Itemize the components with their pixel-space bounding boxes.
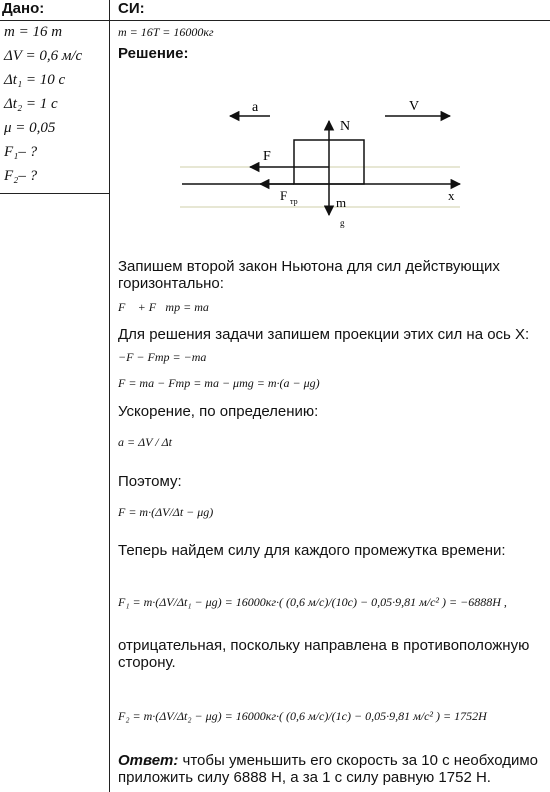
given-title: Дано: [2, 0, 45, 17]
given-mu: μ = 0,05 [4, 120, 56, 136]
force-diagram [110, 85, 550, 235]
given-delta-v: ΔV = 0,6 м/с [4, 48, 83, 64]
friction-force-sub: тр [290, 197, 298, 206]
given-f2: F₂– ? [4, 168, 38, 184]
gravity-label: g [340, 218, 345, 228]
f1-calculation: F₁ = m·(ΔV/Δt₁ − μg) = 16000кг·( (0,6 м/с)/(10с) − 0,05·9,81 м/с² ) = −6888H , [118, 595, 507, 609]
acceleration-text: Ускорение, по определению: [118, 403, 319, 420]
applied-force-label: F [263, 149, 271, 164]
si-title: СИ: [118, 0, 145, 17]
velocity-label: V [409, 99, 420, 114]
given-delta-t1: Δt₁ = 10 с [4, 72, 66, 88]
mass-label: m [336, 195, 347, 210]
negative-note-text: отрицательная, поскольку направлена в противоположную сторону. [118, 637, 530, 671]
given-bottom-divider [0, 193, 110, 194]
projection-text: Для решения задачи запишем проекции этих сил на ось X: [118, 326, 530, 343]
given-mass: m = 16 т [4, 24, 63, 40]
x-axis-label: x [448, 188, 455, 203]
force-formula: F = m·(ΔV/Δt − μg) [118, 505, 214, 519]
given-f1: F₁– ? [4, 144, 38, 160]
answer-text: чтобы уменьшить его скорость за 10 с необходимо приложить силу 6888 Н, а за 1 с силу равную 1752 Н. [118, 752, 538, 786]
given-divider [0, 20, 110, 21]
answer-label: Ответ: [118, 752, 179, 769]
answer [118, 752, 548, 786]
friction-force-label: F [280, 188, 288, 203]
solution-title: Решение: [118, 45, 189, 62]
given-delta-t2: Δt₂ = 1 с [4, 96, 58, 112]
each-interval-text: Теперь найдем силу для каждого промежутка времени: [118, 542, 506, 559]
acceleration-label: a [252, 100, 259, 115]
newton-law-equation: F⃗ + F⃗тр = ma⃗ [118, 300, 219, 314]
f2-calculation: F₂ = m·(ΔV/Δt₂ − μg) = 16000кг·( (0,6 м/с)/(1с) − 0,05·9,81 м/с² ) = 1752H [118, 709, 487, 723]
force-expression: F = ma − Fтр = ma − μmg = m·(a − μg) [118, 376, 320, 390]
newton-law-text: Запишем второй закон Ньютона для сил действующих горизонтально: [118, 258, 500, 292]
given-column [0, 0, 110, 792]
si-divider [110, 20, 550, 21]
normal-force-label: N [340, 119, 351, 134]
acceleration-definition: a = ΔV / Δt [118, 435, 172, 449]
si-value: m = 16T = 16000кг [118, 25, 214, 39]
projection-equation: −F − Fтр = −ma [118, 350, 207, 364]
therefore-text: Поэтому: [118, 473, 182, 490]
